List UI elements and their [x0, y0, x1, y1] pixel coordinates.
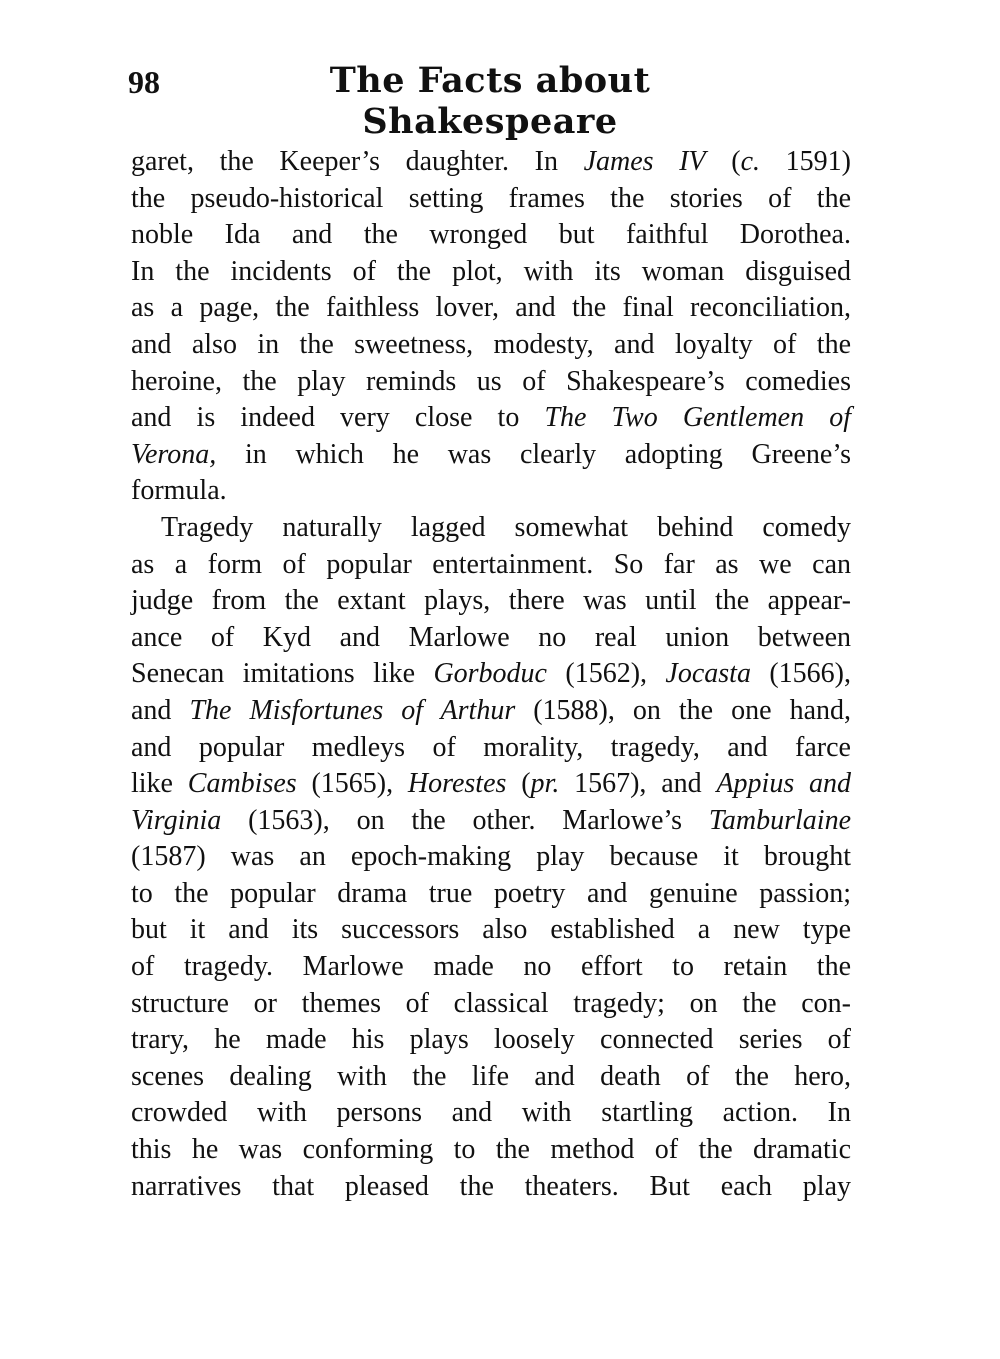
text-segment: In the incidents of the plot, with its woman disguised	[131, 255, 851, 287]
text-segment: crowded with persons and with startling action. In	[131, 1097, 851, 1129]
text-line	[131, 1095, 851, 1132]
text-segment: (1588), on the one hand,	[515, 694, 851, 726]
italic-text: Horestes	[407, 768, 507, 800]
text-line	[131, 620, 851, 657]
text-line	[131, 254, 851, 291]
text-line	[131, 766, 851, 803]
text-segment: scenes dealing with the life and death of the hero,	[131, 1060, 851, 1092]
text-line	[131, 803, 851, 840]
text-line	[131, 144, 851, 181]
text-segment: and	[131, 694, 190, 726]
text-segment: structure or themes of classical tragedy; on the con-	[131, 987, 851, 1019]
text-segment: heroine, the play reminds us of Shakespeare’s comedies	[131, 365, 851, 397]
italic-text: Appius and	[716, 768, 851, 800]
italic-text: Virginia	[131, 804, 222, 836]
text-segment: (1562),	[546, 658, 666, 690]
text-segment: ance of Kyd and Marlowe no real union between	[131, 621, 851, 653]
text-segment: 1567), and	[559, 768, 717, 800]
page-number: 98	[128, 64, 160, 100]
text-segment: this he was conforming to the method of the dramatic	[131, 1134, 851, 1166]
text-segment: as a form of popular entertainment. So far as we can	[131, 548, 851, 580]
text-line	[131, 1059, 851, 1096]
running-title: The Facts about Shakespeare	[329, 60, 651, 142]
text-segment: (	[506, 768, 531, 800]
text-segment: judge from the extant plays, there was until the appear-	[131, 585, 851, 617]
text-line	[131, 583, 851, 620]
text-segment: 1591)	[760, 146, 852, 177]
italic-text: pr.	[530, 768, 560, 800]
text-line	[131, 400, 851, 437]
text-line	[131, 510, 851, 547]
text-segment: (1587) was an epoch-making play because it brought	[131, 841, 851, 873]
text-segment: and also in the sweetness, modesty, and loyalty of the	[131, 328, 851, 360]
text-segment: to the popular drama true poetry and genuine passion;	[131, 877, 851, 909]
text-segment: noble Ida and the wronged but faithful Dorothea.	[131, 219, 851, 251]
text-line	[131, 949, 851, 986]
text-segment: like	[131, 768, 188, 800]
text-segment: Tragedy naturally lagged somewhat behind comedy	[161, 511, 851, 543]
text-line	[131, 912, 851, 949]
body-text	[131, 144, 851, 1205]
text-line	[131, 1169, 851, 1206]
text-line	[131, 364, 851, 401]
text-line	[131, 656, 851, 693]
text-line	[131, 730, 851, 767]
text-line	[131, 181, 851, 218]
italic-text: Cambises	[187, 768, 297, 800]
italic-text: The Misfortunes of Arthur	[189, 694, 516, 726]
italic-text: Tamburlaine	[708, 804, 851, 836]
text-segment: the pseudo-historical setting frames the stories of the	[131, 182, 851, 214]
text-line	[131, 290, 851, 327]
italic-text: James IV	[583, 146, 706, 177]
text-segment: (	[705, 146, 741, 177]
text-segment: and popular medleys of morality, tragedy, and farce	[131, 731, 851, 763]
text-segment: (1565),	[296, 768, 408, 800]
italic-text: The Two Gentlemen of	[544, 402, 851, 434]
text-segment: but it and its successors also established a new type	[131, 914, 851, 946]
text-segment: (1563), on the other. Marlowe’s	[221, 804, 709, 836]
italic-text: Gorboduc	[433, 658, 547, 690]
text-line	[131, 327, 851, 364]
text-line	[131, 217, 851, 254]
text-line	[131, 693, 851, 730]
text-segment: of tragedy. Marlowe made no effort to retain the	[131, 951, 851, 983]
text-line	[131, 1132, 851, 1169]
text-segment: (1566),	[750, 658, 851, 690]
text-line	[131, 1022, 851, 1059]
text-segment: trary, he made his plays loosely connected series of	[131, 1024, 851, 1056]
text-segment: narratives that pleased the theaters. But each play	[131, 1170, 851, 1202]
text-line	[131, 547, 851, 584]
text-segment: Senecan imitations like	[131, 658, 434, 690]
text-segment: as a page, the faithless lover, and the final reconciliation,	[131, 292, 851, 324]
text-line	[131, 986, 851, 1023]
text-segment: formula.	[131, 475, 227, 507]
italic-text: c.	[740, 146, 761, 177]
text-segment: and is indeed very close to	[131, 402, 545, 434]
italic-text: Jocasta	[665, 658, 751, 690]
text-line	[131, 437, 851, 474]
text-line	[131, 839, 851, 876]
text-line	[131, 473, 851, 510]
text-segment: garet, the Keeper’s daughter. In	[131, 146, 584, 177]
italic-text: Verona,	[131, 438, 217, 470]
text-segment: in which he was clearly adopting Greene’s	[216, 438, 851, 470]
text-line	[131, 876, 851, 913]
